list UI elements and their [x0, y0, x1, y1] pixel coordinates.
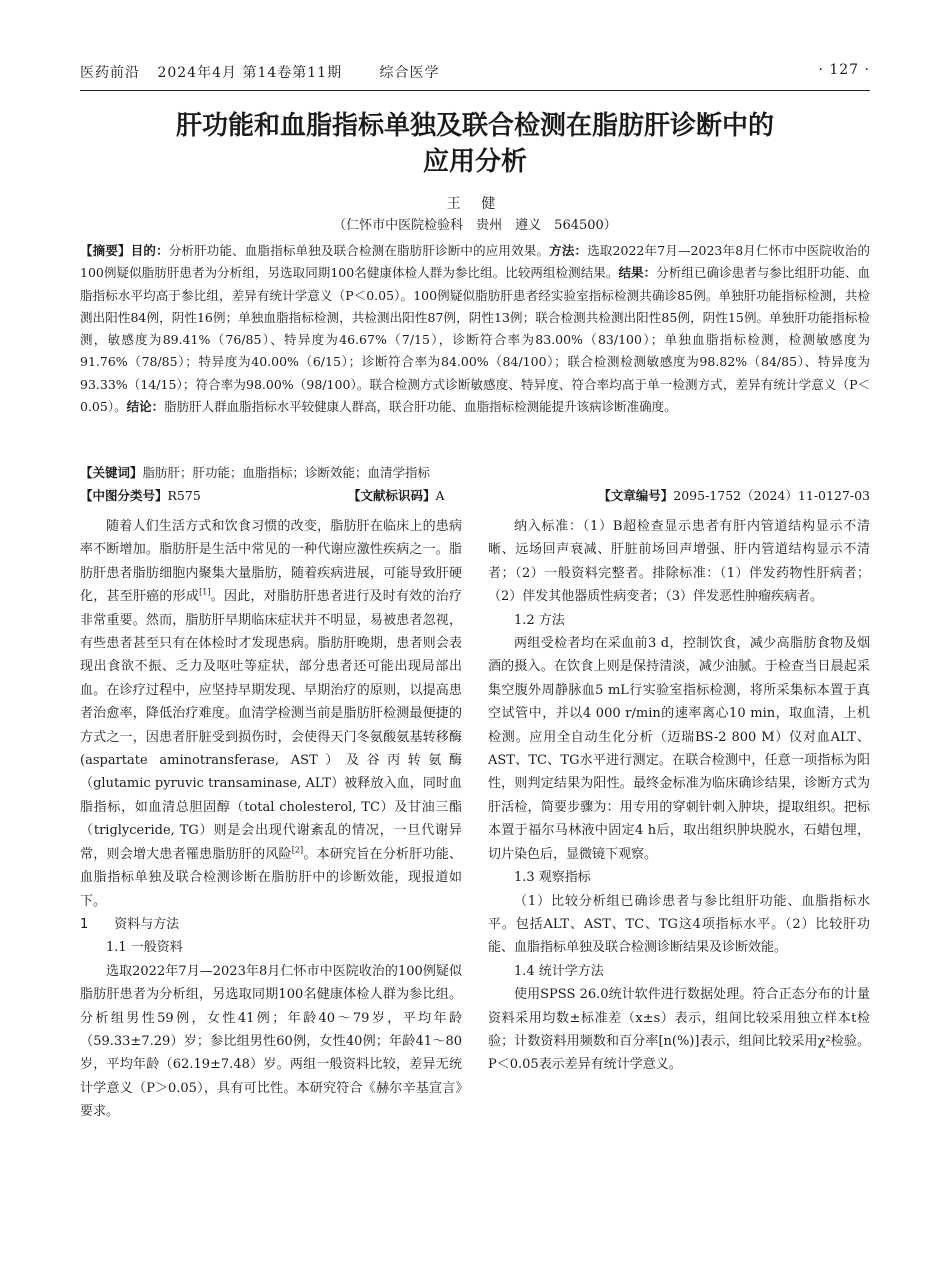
issue-info: 2024年4月 第14卷第11期	[157, 65, 343, 81]
author: 王 健	[446, 196, 504, 212]
title-line-2: 应用分析	[422, 147, 527, 177]
method-label: 方法：	[549, 243, 588, 258]
ref-1[interactable]: [1]	[199, 587, 211, 597]
keywords-text: 脂肪肝；肝功能；血脂指标；诊断效能；血清学指标	[142, 465, 431, 480]
journal-name: 医药前沿	[80, 65, 140, 81]
page-number: · 127 ·	[818, 62, 870, 78]
statistics-paragraph: 使用SPSS 26.0统计软件进行数据处理。符合正态分布的计量资料采用均数±标准差（x±s）表示，组间比较采用独立样本t检验；计数资料用频数和百分率[n(%)]表示，组间比较采用χ²检验。P＜0.05表示差异有统计学意义。	[488, 987, 870, 1073]
conclusion-label: 结论：	[126, 399, 165, 415]
section-1-4-heading: 1.4 统计学方法	[514, 963, 604, 979]
ref-2[interactable]: [2]	[291, 845, 304, 855]
keywords-label: 【关键词】	[80, 465, 143, 480]
section-1-3-heading: 1.3 观察指标	[514, 870, 591, 886]
result-text: 分析组已确诊患者与参比组肝功能、血脂指标水平均高于参比组，差异有统计学意义（P＜0.05）。100例疑似脂肪肝患者经实验室指标检测共确诊85例。单独肝功能指标检测，共检测出阳性84例，阴性16例；单独血脂指标检测，共检测出阳性87例，阴性13例；联合检测共检测出阳性85例，阴性15例。单独肝功能指标检测，敏感度为89.41%（76/85）、特异度为46.67%（7/15），诊断符合率为83.00%（83/100）；单独血脂指标检测，检测敏感度为91.76%（78/85）；特异度为40.00%（6/15）；诊断符合率为84.00%（84/100）；联合检测检测敏感度为98.82%（84/85）、特异度为93.33%（14/15）；符合率为98.00%（98/100）。联合检测方式诊断敏感度、特异度、符合率均高于单一检测方式，差异有统计学意义（P＜0.05）。	[80, 265, 870, 415]
article-title	[80, 108, 870, 180]
keywords	[80, 463, 870, 481]
result-label: 结果：	[618, 265, 657, 281]
classification-row	[80, 486, 870, 506]
title-line-1: 肝功能和血脂指标单独及联合检测在脂肪肝诊断中的	[175, 111, 774, 141]
header-rule	[80, 90, 870, 91]
article-number: 【文章编号】2095-1752（2024）11-0127-03	[598, 488, 870, 503]
purpose-text: 分析肝功能、血脂指标单独及联合检测在脂肪肝诊断中的应用效果。	[168, 243, 550, 258]
section-1-1-heading: 1.1 一般资料	[106, 940, 183, 956]
method-paragraph: 两组受检者均在采血前3 d，控制饮食，减少高脂肪食物及烟酒的摄入。在饮食上则是保持清淡，减少油腻。于检查当日晨起采集空腹外周静脉血5 mL行实验室指标检测，将所采集标本置于真空试管中，并以4 000 r/min的速率离心10 min，取血清，上机检测。应用全自动生化分析（迈瑞BS-2 800 M）仪对血ALT、AST、TC、TG水平进行测定。在联合检测中，任意一项指标为阳性，则判定结果为阳性。最终金标准为临床确诊结果，诊断方式为肝活检，简要步骤为：用专用的穿刺针刺入肿块，提取组织。把标本置于福尔马林液中固定4 h后，取出组织肿块脱水，石蜡包埋，切片染色后，显微镜下观察。	[488, 636, 870, 862]
clc-number: 【中图分类号】R575	[80, 488, 201, 503]
section-1-2-heading: 1.2 方法	[514, 612, 565, 628]
method-text: 选取2022年7月—2023年8月仁怀市中医院收治的100例疑似脂肪肝患者为分析组，另选取同期100名健康体检人群为参比组。比较两组检测结果。	[80, 243, 870, 281]
right-column	[488, 515, 870, 1077]
abstract-label: 【摘要】	[80, 243, 131, 258]
doc-code: 【文献标识码】A	[348, 488, 445, 503]
criteria-paragraph: 纳入标准：（1）B超检查显示患者有肝内管道结构显示不清晰、远场回声衰减、肝脏前场回声增强、肝内管道结构显示不清者；（2）一般资料完整者。排除标准：（1）伴发药物性肝病者；（2）伴发其他器质性病变者；（3）伴发恶性肿瘤疾病者。	[488, 519, 870, 605]
purpose-label: 目的：	[130, 243, 169, 258]
left-column	[80, 515, 462, 1124]
affiliation: （仁怀市中医院检验科 贵州 遵义 564500）	[333, 218, 617, 233]
section-1-heading: 1 资料与方法	[80, 916, 180, 932]
intro-paragraph: 随着人们生活方式和饮食习惯的改变，脂肪肝在临床上的患病率不断增加。脂肪肝是生活中常见的一种代谢应激性疾病之一。脂肪肝患者脂肪细胞内聚集大量脂肪，随着疾病进展，可能导致肝硬化，甚至肝癌的形成[1]。因此，对脂肪肝患者进行及时有效的治疗非常重要。然而，脂肪肝早期临床症状并不明显，易被患者忽视，有些患者甚至只有在体检时才发现患病。脂肪肝晚期，患者则会表现出食欲不振、乏力及呕吐等症状，部分患者还可能出现局部出血。在诊疗过程中，应坚持早期发现、早期治疗的原则，以提高患者治愈率，降低治疗难度。血清学检测当前是脂肪肝检测最便捷的方式之一，因患者肝脏受到损伤时，会使得天门冬氨酸氨基转移酶(aspartate aminotransferase, AST）及谷丙转氨酶（glutamic pyruvic transaminase, ALT）被释放入血，同时血脂指标，如血清总胆固醇（total cholesterol, TC）及甘油三酯（triglyceride, TG）则是会出现代谢紊乱的情况，一旦代谢异常，则会增大患者罹患脂肪肝的风险[2]。本研究旨在分析肝功能、血脂指标单独及联合检测诊断在脂肪肝中的诊断效能，现报道如下。	[80, 519, 462, 909]
abstract	[80, 240, 870, 418]
running-header	[80, 62, 870, 86]
general-data-paragraph: 选取2022年7月—2023年8月仁怀市中医院收治的100例疑似脂肪肝患者为分析组，另选取同期100名健康体检人群为参比组。分析组男性59例，女性41例；年龄40～79岁，平均年龄（59.33±7.29）岁；参比组男性60例，女性40例；年龄41～80岁，平均年龄（62.19±7.48）岁。两组一般资料比较，差异无统计学意义（P＞0.05），具有可比性。本研究符合《赫尔辛基宣言》要求。	[80, 963, 462, 1120]
indicators-paragraph: （1）比较分析组已确诊患者与参比组肝功能、血脂指标水平。包括ALT、AST、TC、TG这4项指标水平。（2）比较肝功能、血脂指标单独及联合检测诊断结果及诊断效能。	[488, 893, 870, 956]
conclusion-text: 脂肪肝人群血脂指标水平较健康人群高，联合肝功能、血脂指标检测能提升该病诊断准确度。	[164, 399, 677, 415]
column-name: 综合医学	[379, 65, 440, 81]
